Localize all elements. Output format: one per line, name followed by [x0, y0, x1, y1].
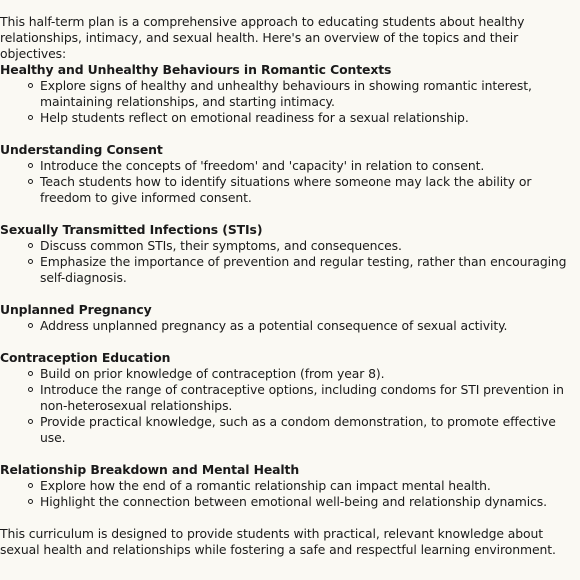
list-item-text: Explore signs of healthy and unhealthy behaviours in showing romantic interest, maintaining relationships, and starting intimacy.: [40, 78, 532, 109]
section-heading: Unplanned Pregnancy: [0, 302, 152, 317]
list-item-text: Introduce the range of contraceptive options, including condoms for STI prevention in non-heterosexual relationships.: [40, 382, 564, 413]
bullet-icon: [28, 115, 33, 120]
section-relationship-breakdown: [0, 462, 580, 510]
bullet-icon: [28, 387, 33, 392]
section-unplanned-pregnancy: [0, 302, 580, 334]
list-item: [0, 254, 580, 286]
section-heading: Sexually Transmitted Infections (STIs): [0, 222, 263, 237]
bullet-icon: [28, 163, 33, 168]
list-item: [0, 382, 580, 414]
bullet-list: [0, 478, 580, 510]
intro-paragraph: This half-term plan is a comprehensive approach to educating students about healthy relationships, intimacy, and sexual health. Here's an overview of the topics and their objectives:: [0, 14, 525, 61]
list-item: [0, 174, 580, 206]
bullet-icon: [28, 83, 33, 88]
list-item-text: Emphasize the importance of prevention and regular testing, rather than encouraging self-diagnosis.: [40, 254, 567, 285]
bullet-icon: [28, 323, 33, 328]
list-item-text: Address unplanned pregnancy as a potential consequence of sexual activity.: [40, 318, 508, 333]
bullet-icon: [28, 419, 33, 424]
bullet-icon: [28, 259, 33, 264]
section-healthy-unhealthy-behaviours: [0, 62, 580, 126]
section-heading: Healthy and Unhealthy Behaviours in Romantic Contexts: [0, 62, 392, 77]
bullet-list: [0, 238, 580, 286]
bullet-list: [0, 158, 580, 206]
list-item: [0, 238, 580, 254]
list-item-text: Provide practical knowledge, such as a condom demonstration, to promote effective use.: [40, 414, 556, 445]
section-heading: Relationship Breakdown and Mental Health: [0, 462, 300, 477]
list-item-text: Explore how the end of a romantic relationship can impact mental health.: [40, 478, 491, 493]
section-heading: Contraception Education: [0, 350, 171, 365]
list-item: [0, 478, 580, 494]
section-heading: Understanding Consent: [0, 142, 163, 157]
list-item-text: Help students reflect on emotional readiness for a sexual relationship.: [40, 110, 469, 125]
bullet-icon: [28, 499, 33, 504]
closing-paragraph: This curriculum is designed to provide students with practical, relevant knowledge about sexual health and relationships while fostering a safe and respectful learning environment.: [0, 526, 556, 557]
bullet-icon: [28, 179, 33, 184]
list-item: [0, 318, 580, 334]
list-item-text: Introduce the concepts of 'freedom' and 'capacity' in relation to consent.: [40, 158, 485, 173]
list-item: [0, 494, 580, 510]
list-item: [0, 366, 580, 382]
list-item-text: Build on prior knowledge of contraception (from year 8).: [40, 366, 385, 381]
bullet-list: [0, 78, 580, 126]
list-item: [0, 158, 580, 174]
bullet-icon: [28, 243, 33, 248]
list-item: [0, 414, 580, 446]
bullet-list: [0, 318, 580, 334]
section-stis: [0, 222, 580, 286]
list-item: [0, 78, 580, 110]
bullet-icon: [28, 483, 33, 488]
section-contraception-education: [0, 350, 580, 446]
bullet-icon: [28, 371, 33, 376]
list-item-text: Highlight the connection between emotional well-being and relationship dynamics.: [40, 494, 547, 509]
list-item-text: Teach students how to identify situations where someone may lack the ability or freedom to give informed consent.: [40, 174, 532, 205]
section-understanding-consent: [0, 142, 580, 206]
list-item: [0, 110, 580, 126]
bullet-list: [0, 366, 580, 446]
list-item-text: Discuss common STIs, their symptoms, and consequences.: [40, 238, 402, 253]
